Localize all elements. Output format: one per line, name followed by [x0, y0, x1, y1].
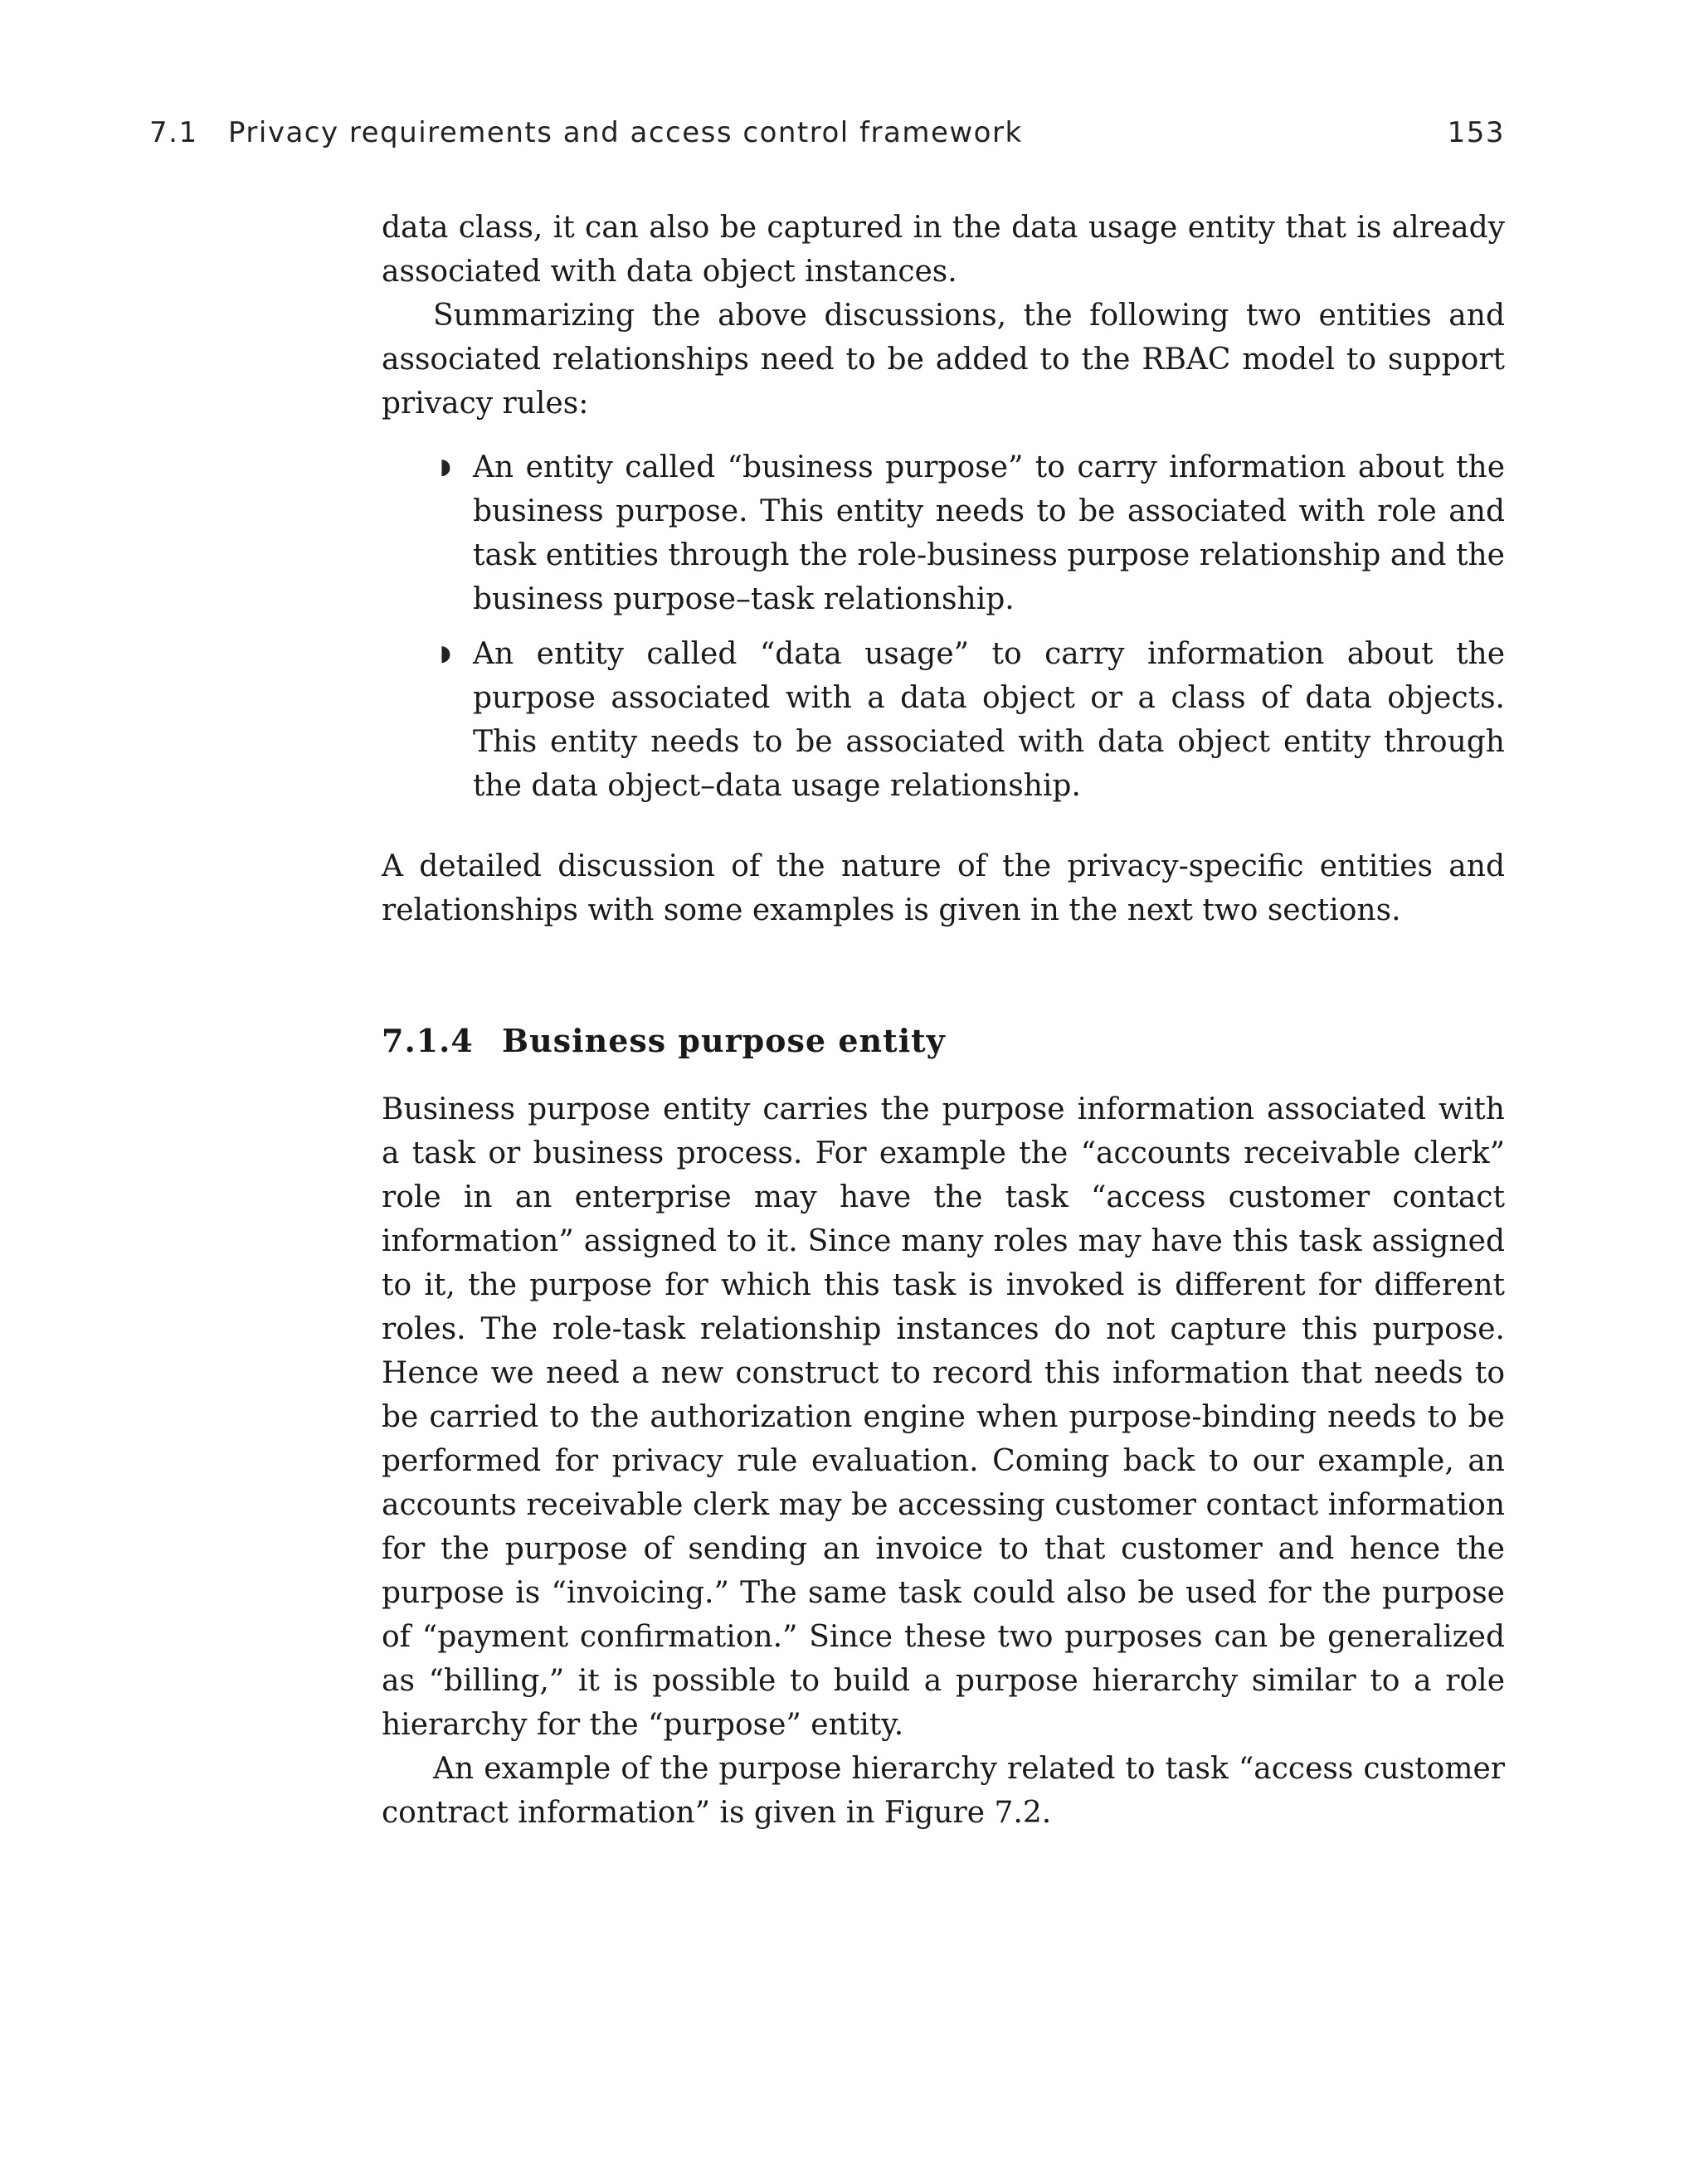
bullet-icon: ◗ [440, 641, 451, 666]
paragraph-figure-reference: An example of the purpose hierarchy related to task “access customer contract information” is given in Figure 7.2. [382, 1752, 1505, 1830]
paragraph-continuation: data class, it can also be captured in the data usage entity that is already associated with data object instances. [382, 211, 1505, 289]
section-heading [382, 1019, 1505, 1063]
running-head [149, 116, 1505, 158]
running-head-section-number: 7.1 [149, 116, 198, 149]
section-heading-number: 7.1.4 [382, 1022, 474, 1059]
page-number: 153 [1447, 116, 1505, 149]
list-item [382, 445, 1505, 621]
list-item [382, 632, 1505, 808]
paragraph-summary: Summarizing the above discussions, the following two entities and associated relationships need to be added to the RBAC model to support privacy rules: [382, 299, 1505, 421]
paragraph-discussion: A detailed discussion of the nature of the privacy-specific entities and relationships with some examples is given in the next two sections. [382, 849, 1505, 927]
bullet-text-data-usage: An entity called “data usage” to carry information about the purpose associated with a data object or a class of data objects. This entity needs to be associated with data object entity through the data object–data usage relationship. [473, 637, 1505, 803]
running-head-section-title: Privacy requirements and access control framework [228, 116, 1023, 149]
page-body [382, 206, 1505, 1835]
bullet-text-business-purpose: An entity called “business purpose” to carry information about the business purpose. This entity needs to be associated with role and task entities through the role-business purpose relationship and the business purpose–task relationship. [473, 450, 1505, 616]
entity-bullet-list [382, 445, 1505, 808]
paragraph-business-purpose: Business purpose entity carries the purpose information associated with a task or business process. For example the “accounts receivable clerk” role in an enterprise may have the task “access customer contact information” assigned to it. Since many roles may have this task assigned to it, the purpose for which this task is invoked is different for different roles. The role-task relationship instances do not capture this purpose. Hence we need a new construct to record this information that needs to be carried to the authorization engine when purpose-binding needs to be performed for privacy rule evaluation. Coming back to our example, an accounts receivable clerk may be accessing customer contact information for the purpose of sending an invoice to that customer and hence the purpose is “invoicing.” The same task could also be used for the purpose of “payment confirmation.” Since these two purposes can be generalized as “billing,” it is possible to build a purpose hierarchy similar to a role hierarchy for the “purpose” entity. [382, 1092, 1505, 1742]
bullet-icon: ◗ [440, 455, 451, 479]
section-heading-title: Business purpose entity [502, 1022, 946, 1059]
